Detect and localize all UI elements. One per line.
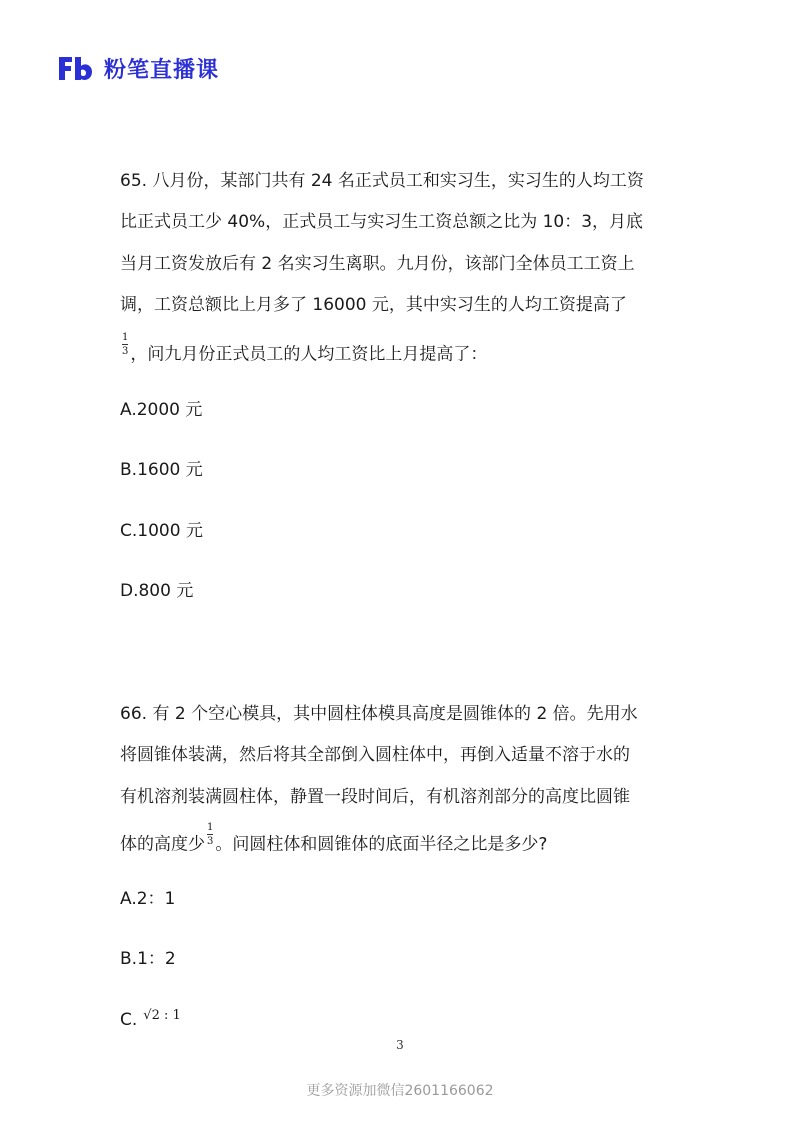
fraction-numerator: 1	[207, 822, 214, 833]
q65-line-5	[120, 332, 488, 367]
q65-option-d: D.800 元	[120, 581, 194, 601]
q65-line-5-text: ，问九月份正式员工的人均工资比上月提高了：	[130, 344, 488, 365]
sqrt-two-ratio: √2 : 1	[143, 1008, 181, 1023]
q66-line-2: 将圆锥体装满，然后将其全部倒入圆柱体中，再倒入适量不溶于水的	[120, 745, 630, 765]
q65-line-1: 65. 八月份，某部门共有 24 名正式员工和实习生，实习生的人均工资	[120, 171, 644, 191]
q66-line-4	[120, 822, 548, 857]
q66-line-4-post: 。问圆柱体和圆锥体的底面半径之比是多少?	[215, 834, 548, 855]
fb-logo-icon	[56, 53, 96, 83]
q66-line-3: 有机溶剂装满圆柱体，静置一段时间后，有机溶剂部分的高度比圆锥	[120, 787, 630, 807]
q66-option-a: A.2：1	[120, 889, 176, 909]
q66-option-b: B.1：2	[120, 949, 176, 969]
q65-line-2: 比正式员工少 40%，正式员工与实习生工资总额之比为 10：3，月底	[120, 212, 644, 232]
q66-line-1: 66. 有 2 个空心模具，其中圆柱体模具高度是圆锥体的 2 倍。先用水	[120, 704, 638, 724]
brand-logo	[56, 52, 219, 84]
fraction-bar	[122, 344, 128, 345]
fraction-one-third	[122, 332, 128, 357]
q66-option-c	[120, 1009, 181, 1033]
q65-option-c: C.1000 元	[120, 521, 203, 541]
fraction-bar	[207, 834, 213, 835]
fraction-denominator: 3	[207, 836, 214, 847]
q65-option-b: B.1600 元	[120, 460, 203, 480]
q66-line-4-pre: 体的高度少	[120, 834, 205, 855]
fraction-numerator: 1	[122, 332, 129, 343]
q65-line-4: 调，工资总额比上月多了 16000 元，其中实习生的人均工资提高了	[120, 295, 627, 315]
logo-text: 粉笔直播课	[104, 57, 220, 83]
fraction-denominator: 3	[122, 346, 129, 357]
page-number: 3	[396, 1038, 404, 1052]
q65-line-3: 当月工资发放后有 2 名实习生离职。九月份，该部门全体员工工资上	[120, 254, 635, 274]
q65-option-a: A.2000 元	[120, 400, 203, 420]
fraction-one-third	[207, 822, 213, 847]
footer-watermark: 更多资源加微信2601166062	[306, 1083, 494, 1099]
q66-option-c-label: C.	[120, 1010, 138, 1030]
